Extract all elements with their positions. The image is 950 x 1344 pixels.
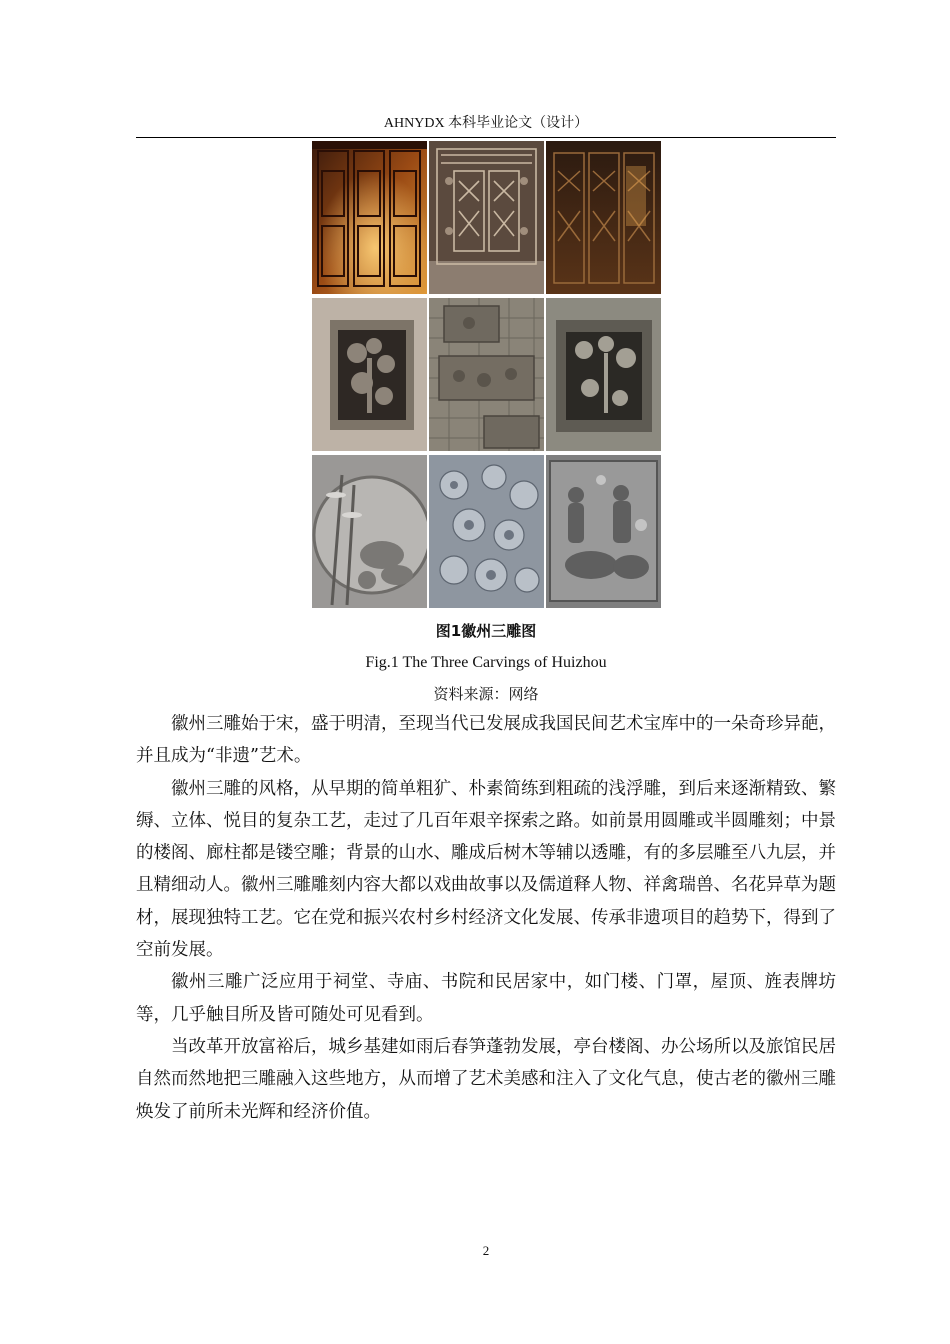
- photo-grey-relief-bamboo: [312, 455, 427, 608]
- photo-wood-lattice-window: [429, 141, 544, 294]
- paragraph: 徽州三雕始于宋，盛于明清，至现当代已发展成我国民间艺术宝库中的一朵奇珍异葩，并且成为“非遗”艺术。: [136, 714, 836, 767]
- page-number: 2: [482, 1243, 490, 1258]
- paragraph: 当改革开放富裕后，城乡基建如雨后春笋蓬勃发展，亭台楼阁、办公场所以及旅馆民居自然而然地把三雕融入这些地方，从而增了艺术美感和注入了文化气息，使古老的徽州三雕焕发了前所未光辉和经济价值。: [136, 1036, 836, 1122]
- header-divider: [136, 137, 836, 138]
- paragraph: 徽州三雕广泛应用于祠堂、寺庙、书院和民居家中，如门楼、门罩，屋顶、旌表牌坊等，几乎触目所及皆可随处可见看到。: [136, 972, 836, 1025]
- photo-stone-window-tree: [312, 298, 427, 451]
- photo-grey-relief-flowers: [429, 455, 544, 608]
- page-header: AHNYDX 本科毕业论文（设计）: [383, 116, 589, 131]
- paragraph: 徽州三雕的风格，从早期的简单粗犷、朴素简练到粗疏的浅浮雕，到后来逐渐精致、繁缛、立体、悦目的复杂工艺，走过了几百年艰辛探索之路。如前景用圆雕或半圆雕刻；中景的楼阁、廊柱都是镂空雕；背景的山水、雕成后树木等辅以透雕，有的多层雕至八九层，并且精细动人。徽州三雕雕刻内容大都以戏曲故事以及儒道释人物、祥禽瑞兽、名花异草为题材，展现独特工艺。它在党和振兴农村乡村经济文化发展、传承非遗项目的趋势下，得到了空前发展。: [136, 778, 836, 961]
- photo-grey-relief-figures: [546, 455, 661, 608]
- figure-source: 资料来源：网络: [433, 685, 539, 703]
- photo-wood-door-dark: [546, 141, 661, 294]
- photo-brick-wall-panels: [429, 298, 544, 451]
- carvings-figure: [312, 141, 661, 608]
- figure-caption-english: Fig.1 The Three Carvings of Huizhou: [365, 654, 607, 671]
- figure-caption-chinese: 图1徽州三雕图: [435, 622, 537, 640]
- photo-stone-window-bamboo: [546, 298, 661, 451]
- photo-wood-door-warm: [312, 141, 427, 294]
- body-text: [136, 708, 836, 1128]
